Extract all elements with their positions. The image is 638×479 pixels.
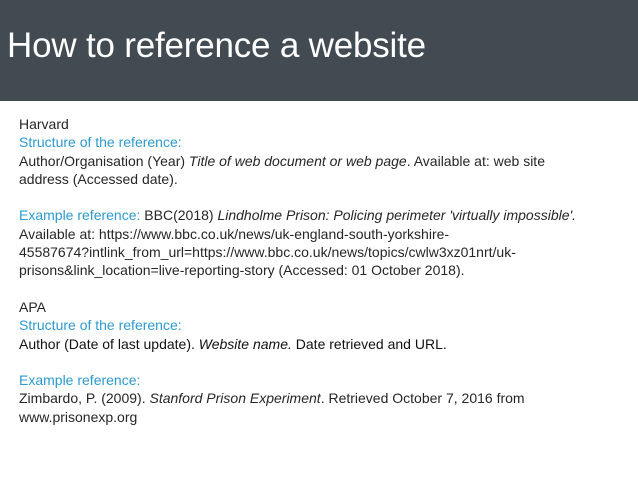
harvard-example-label: Example reference: [19,207,141,224]
harvard-example-line-3: 45587674?intlink_from_url=https://www.bbc.co.uk/news/topics/cwlw3xz01nrt/uk- [19,244,516,261]
harvard-example-line-4: prisons&link_location=live-reporting-story (Accessed: 01 October 2018). [19,262,465,279]
harvard-example-line-2: Available at: https://www.bbc.co.uk/news/uk-england-south-yorkshire- [19,225,450,242]
apa-example-label: Example reference: [19,372,141,389]
slide-body [19,115,619,426]
harvard-example-italic: Lindholme Prison: Policing perimeter 'virtually impossible'. [217,207,577,224]
apa-example-line-1 [19,389,619,407]
apa-example-text-2: . Retrieved October 7, 2016 from [320,390,525,407]
apa-example-italic: Stanford Prison Experiment [149,390,321,407]
apa-structure-italic: Website name. [198,335,292,352]
harvard-structure-line-2: address (Accessed date). [19,170,178,187]
harvard-heading: Harvard [19,116,69,132]
title-bar [0,0,638,101]
harvard-structure-text-2: . Available at: web site [406,152,545,169]
apa-structure-text-2: Date retrieved and URL. [291,335,447,352]
harvard-structure-text-1: Author/Organisation (Year) [19,152,189,169]
apa-heading: APA [19,298,46,315]
harvard-structure-label: Structure of the reference: [19,134,182,151]
apa-structure-label: Structure of the reference: [19,317,182,334]
harvard-structure-line-1 [19,152,619,170]
apa-structure-text-1: Author (Date of last update). [19,335,199,352]
apa-example-text-1: Zimbardo, P. (2009). [19,390,150,407]
slide-title: How to reference a website [7,26,426,65]
harvard-example-line-1 [19,206,619,224]
harvard-example-text-1: BBC(2018) [140,207,218,224]
apa-example-line-2: www.prisonexp.org [19,408,138,425]
apa-structure-line [19,335,619,353]
harvard-structure-italic: Title of web document or web page [188,152,407,169]
